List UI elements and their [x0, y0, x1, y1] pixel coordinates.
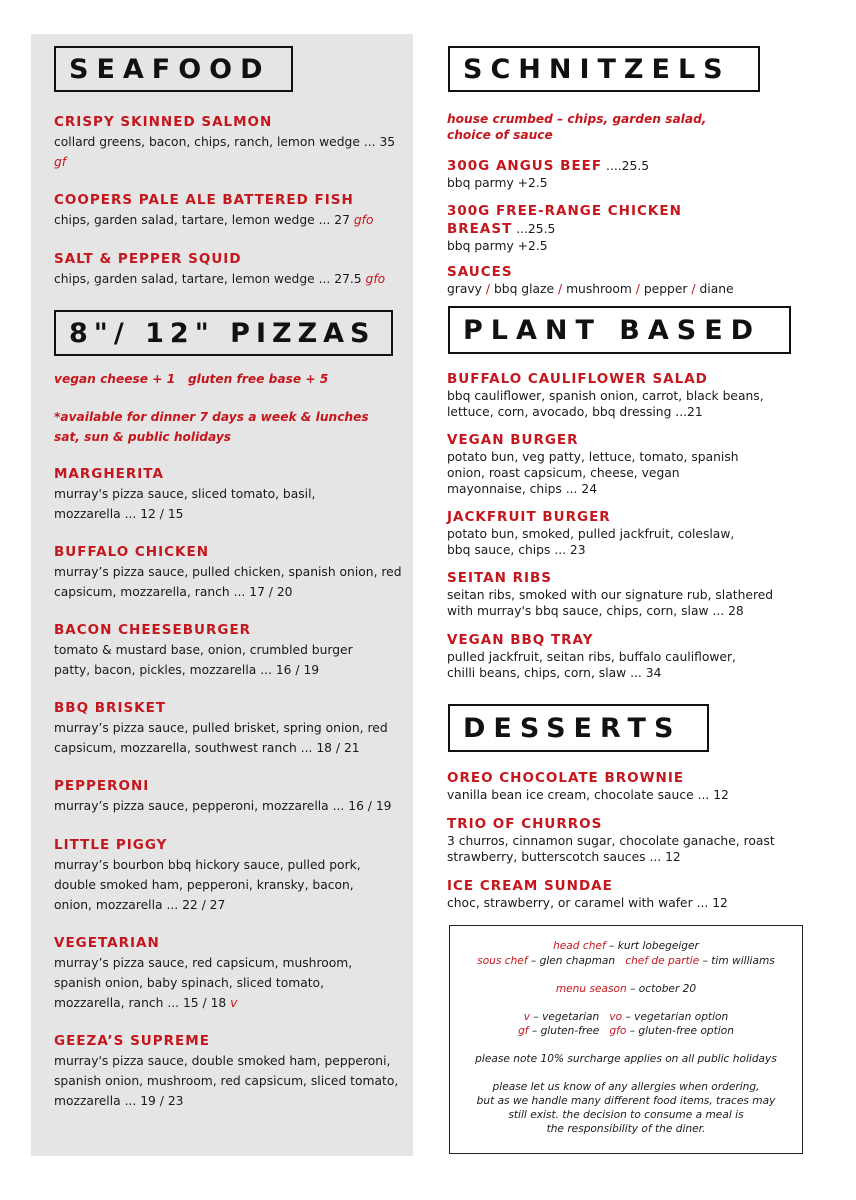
pizzas-heading: 8"/ 12" PIZZAS [54, 310, 393, 356]
allergy-note-line: but as we handle many different food items, traces may [476, 1095, 776, 1107]
item-name: BACON CHEESEBURGER [54, 622, 252, 638]
sauces-label: SAUCES [447, 264, 513, 280]
item-description: vanilla bean ice cream, chocolate sauce ... 12 [447, 788, 729, 802]
legend-gfo-label: gfo [609, 1025, 627, 1037]
diet-tag: gfo [365, 272, 386, 286]
item-name: CRISPY SKINNED SALMON [54, 114, 273, 130]
legend-gf-label: gf [518, 1025, 529, 1037]
legend-gfo-text: – gluten-free option [626, 1025, 734, 1037]
schnitzels-heading: SCHNITZELS [448, 46, 760, 92]
menu-season-value: – october 20 [626, 983, 697, 995]
item-name: OREO CHOCOLATE BROWNIE [447, 770, 685, 786]
allergy-note-line: still exist. the decision to consume a meal is [508, 1109, 744, 1121]
menu-item [447, 508, 757, 558]
menu-item [447, 815, 777, 865]
item-description: murray’s pizza sauce, red capsicum, mushroom, spanish onion, baby spinach, sliced tomato, mozzarella, ranch ... 15 / 18 [54, 956, 353, 1010]
head-chef-name: – kurt lobegeiger [605, 940, 699, 952]
item-name: VEGETARIAN [54, 935, 160, 951]
plant-based-heading: PLANT BASED [448, 306, 791, 354]
item-name: LITTLE PIGGY [54, 837, 168, 853]
sous-chef-label: sous chef [477, 955, 528, 967]
menu-item [447, 370, 792, 420]
sauces-section: SAUCES gravy / bbq glaze / mushroom / pepper / diane [447, 263, 807, 297]
menu-item [447, 155, 777, 191]
sauce-option: diane [699, 282, 734, 296]
surcharge-note: please note 10% surcharge applies on all public holidays [475, 1053, 777, 1065]
menu-item [54, 777, 409, 816]
item-name: 300G ANGUS BEEF [447, 158, 603, 174]
diet-tag: v [230, 996, 238, 1010]
item-description: murray’s pizza sauce, pepperoni, mozzarella ... 16 / 19 [54, 799, 392, 813]
menu-item [447, 877, 787, 911]
item-description: chips, garden salad, tartare, lemon wedge ... 27 [54, 213, 350, 227]
item-name: SALT & PEPPER SQUID [54, 251, 242, 267]
item-description: bbq parmy +2.5 [447, 176, 548, 190]
item-name: BUFFALO CAULIFLOWER SALAD [447, 371, 708, 387]
menu-item [54, 1032, 404, 1111]
item-description: chips, garden salad, tartare, lemon wedge ... 27.5 [54, 272, 362, 286]
item-description: 3 churros, cinnamon sugar, chocolate ganache, roast strawberry, butterscotch sauces ... 12 [447, 834, 775, 864]
item-description: bbq cauliflower, spanish onion, carrot, black beans, lettuce, corn, avocado, bbq dressing ...21 [447, 389, 764, 419]
item-description: bbq parmy +2.5 [447, 239, 548, 253]
menu-item [54, 836, 384, 915]
menu-item [54, 699, 404, 758]
item-name: PEPPERONI [54, 778, 150, 794]
item-name: BBQ BRISKET [54, 700, 167, 716]
menu-item [54, 250, 404, 289]
sauce-option: mushroom [566, 282, 632, 296]
seafood-heading: SEAFOOD [54, 46, 293, 92]
menu-item [447, 431, 762, 497]
diet-tag: gfo [353, 213, 374, 227]
allergy-note-line: please let us know of any allergies when ordering, [492, 1081, 760, 1093]
sauce-option: pepper [643, 282, 688, 296]
head-chef-label: head chef [553, 940, 606, 952]
legend-vo-text: – vegetarian option [622, 1011, 729, 1023]
menu-item [54, 113, 399, 172]
legend-vo-label: vo [609, 1011, 623, 1023]
item-name: BUFFALO CHICKEN [54, 544, 210, 560]
item-description: murray’s bourbon bbq hickory sauce, pulled pork, double smoked ham, pepperoni, kransky, bacon, onion, mozzarella ... 22 / 27 [54, 858, 361, 912]
menu-item [54, 465, 374, 524]
item-description: murray’s pizza sauce, pulled chicken, spanish onion, red capsicum, mozzarella, ranch ... 17 / 20 [54, 565, 402, 599]
item-description: pulled jackfruit, seitan ribs, buffalo cauliflower, chilli beans, chips, corn, slaw ... 34 [447, 650, 736, 680]
allergy-note-line: the responsibility of the diner. [546, 1123, 706, 1135]
menu-item [447, 569, 797, 619]
diet-tag: gf [54, 155, 67, 169]
item-name: VEGAN BBQ TRAY [447, 632, 594, 648]
legend-gf-text: – gluten-free [528, 1025, 600, 1037]
desserts-heading: DESSERTS [448, 704, 709, 752]
schnitzel-note: house crumbed – chips, garden salad, choice of sauce [447, 112, 707, 142]
item-description: murray's pizza sauce, double smoked ham, pepperoni, spanish onion, mushroom, red capsicum, sliced tomato, mozzarella ... 19 / 23 [54, 1054, 399, 1108]
item-price: ....25.5 [602, 159, 650, 173]
item-name: COOPERS PALE ALE BATTERED FISH [54, 192, 354, 208]
menu-item [54, 934, 374, 1013]
sauce-option: bbq glaze [493, 282, 555, 296]
item-name: TRIO OF CHURROS [447, 816, 603, 832]
item-description: potato bun, smoked, pulled jackfruit, coleslaw, bbq sauce, chips ... 23 [447, 527, 735, 557]
legend-v-text: – vegetarian [530, 1011, 600, 1023]
legend-v-label: v [523, 1011, 531, 1023]
item-description: tomato & mustard base, onion, crumbled burger patty, bacon, pickles, mozzarella ... 16 / 19 [54, 643, 353, 677]
item-name: GEEZA’S SUPREME [54, 1033, 210, 1049]
sauce-option: gravy [447, 282, 482, 296]
item-name: ICE CREAM SUNDAE [447, 878, 613, 894]
chef-de-partie-label: chef de partie [625, 955, 700, 967]
item-description: potato bun, veg patty, lettuce, tomato, spanish onion, roast capsicum, cheese, vegan mayonnaise, chips ... 24 [447, 450, 739, 496]
item-name: JACKFRUIT BURGER [447, 509, 611, 525]
item-name: MARGHERITA [54, 466, 164, 482]
item-name: 300G FREE-RANGE CHICKEN BREAST [447, 203, 682, 237]
item-price: ...25.5 [512, 222, 556, 236]
item-description: murray's pizza sauce, sliced tomato, basil, mozzarella ... 12 / 15 [54, 487, 316, 521]
menu-item [447, 769, 787, 803]
item-name: VEGAN BURGER [447, 432, 579, 448]
pizza-availability-note: *available for dinner 7 days a week & lunches sat, sun & public holidays [54, 410, 369, 444]
sous-chef-name: – glen chapman [527, 955, 616, 967]
item-name: SEITAN RIBS [447, 570, 553, 586]
item-description: murray’s pizza sauce, pulled brisket, spring onion, red capsicum, mozzarella, southwest ranch ... 18 / 21 [54, 721, 388, 755]
item-description: seitan ribs, smoked with our signature rub, slathered with murray's bbq sauce, chips, corn, slaw ... 28 [447, 588, 774, 618]
item-description: collard greens, bacon, chips, ranch, lemon wedge ... 35 [54, 135, 396, 149]
info-box [449, 925, 803, 1154]
menu-season-label: menu season [555, 983, 627, 995]
menu-item [54, 621, 389, 680]
chef-de-partie-name: – tim williams [699, 955, 775, 967]
menu-item [447, 631, 767, 681]
pizza-extras-note: vegan cheese + 1 gluten free base + 5 [54, 372, 329, 386]
menu-item [54, 543, 404, 602]
menu-item [447, 202, 747, 254]
menu-item [54, 191, 404, 230]
item-description: choc, strawberry, or caramel with wafer ... 12 [447, 896, 728, 910]
